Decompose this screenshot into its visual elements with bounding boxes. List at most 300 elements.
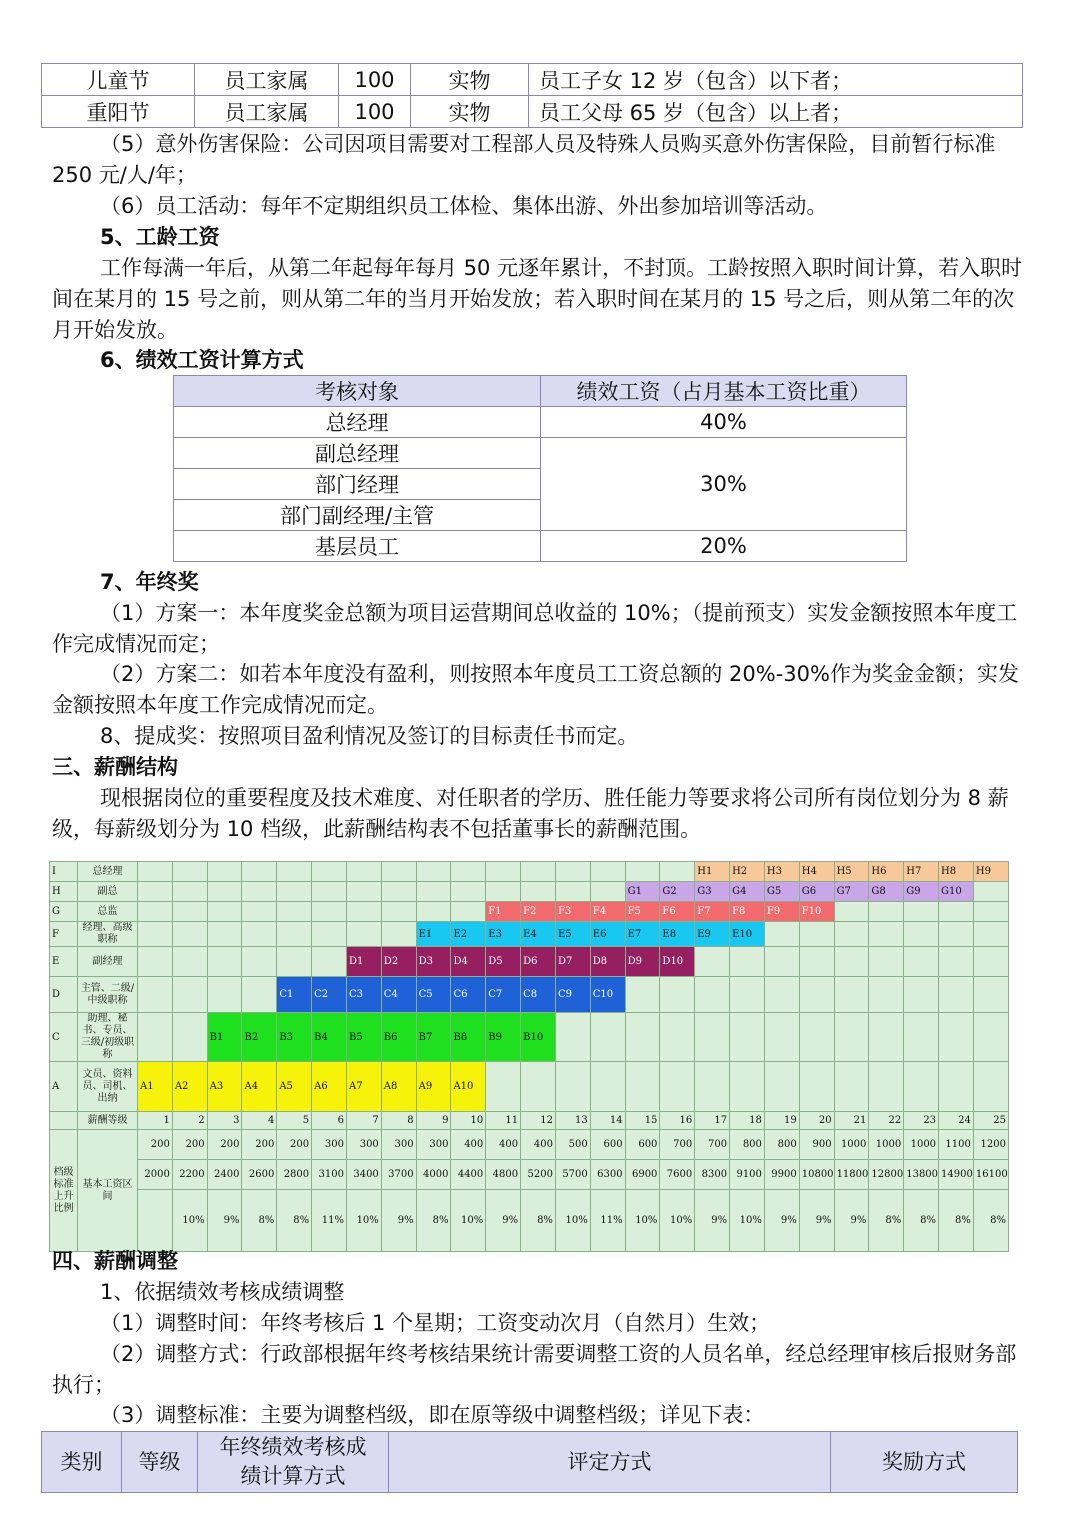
empty-cell [242,882,277,902]
empty-cell [207,882,242,902]
position-name: 副总 [78,882,138,902]
level-code-cell: E7 [625,922,660,947]
level-code-cell: F10 [799,902,834,922]
empty-cell [660,1013,695,1062]
grade-number: 13 [555,1112,590,1130]
step-value: 300 [346,1130,381,1160]
empty-cell [973,1062,1008,1112]
step-value: 400 [486,1130,521,1160]
empty-cell [381,862,416,882]
position-name: 总经理 [78,862,138,882]
empty-cell [625,1013,660,1062]
salary-structure-grid [49,861,1009,1252]
ratio-cell: 40% [541,407,907,438]
empty-cell [590,862,625,882]
column-header: 评定方式 [389,1432,831,1493]
empty-cell [625,977,660,1013]
empty-cell [346,922,381,947]
empty-cell [660,1062,695,1112]
level-code-cell: E10 [730,922,765,947]
empty-cell [834,1013,869,1062]
empty-cell [590,882,625,902]
grade-number: 1 [138,1112,173,1130]
festival-target: 员工家属 [195,96,339,128]
empty-cell [521,862,556,882]
festival-amount: 100 [339,64,411,96]
empty-cell [138,862,173,882]
level-code-cell: B7 [416,1013,451,1062]
grade-number: 24 [939,1112,974,1130]
empty-cell [451,902,486,922]
header-line: 年终绩效考核成 [219,1435,367,1459]
level-code-cell: C9 [555,977,590,1013]
grade-code: A [50,1062,78,1112]
empty-cell [416,902,451,922]
ratio-value: 10% [730,1190,765,1252]
level-code-cell: F2 [521,902,556,922]
level-code-cell: G8 [869,882,904,902]
salary-value: 3700 [381,1160,416,1190]
empty-cell [939,902,974,922]
empty-cell [555,1013,590,1062]
level-code-cell: C7 [486,977,521,1013]
salary-value: 6300 [590,1160,625,1190]
level-code-cell: F6 [660,902,695,922]
level-code-cell: F8 [730,902,765,922]
role-cell: 部门副经理/主管 [174,500,541,531]
salary-value: 10800 [799,1160,834,1190]
salary-value: 2600 [242,1160,277,1190]
level-code-cell: B10 [521,1013,556,1062]
table-header-row [174,376,907,407]
empty-cell [172,1013,207,1062]
empty-cell [207,862,242,882]
column-header: 绩效工资（占月基本工资比重） [541,376,907,407]
bonus-plan-2: （2）方案二：如若本年度没有盈利，则按照本年度员工工资总额的 20%-30%作为奖金金额；实发金额按照本年度工作完成情况而定。 [52,662,1019,717]
ratio-value: 8% [521,1190,556,1252]
level-code-cell: A6 [312,1062,347,1112]
empty-cell [834,1062,869,1112]
adjust-method: （2）调整方式：行政部根据年终考核结果统计需要调整工资的人员名单，经总经理审核后报财务部执行； [52,1342,1017,1397]
salary-value: 5200 [521,1160,556,1190]
empty-cell [973,947,1008,977]
empty-cell [242,922,277,947]
performance-pay-table [173,375,907,562]
salary-value: 16100 [973,1160,1008,1190]
section-heading-structure: 三、薪酬结构 [52,755,178,779]
empty-cell [242,977,277,1013]
column-header: 等级 [122,1432,198,1493]
empty-cell [207,977,242,1013]
section-heading-bonus: 7、年终奖 [100,570,199,594]
ratio-value: 8% [904,1190,939,1252]
empty-cell [138,1013,173,1062]
empty-cell [50,1112,78,1130]
insurance-paragraph: （5）意外伤害保险：公司因项目需要对工程部人员及特殊人员购买意外伤害保险，目前暂行标准 250 元/人/年； [52,132,996,187]
grade-label: 薪酬等级 [78,1112,138,1130]
empty-cell [172,977,207,1013]
empty-cell [834,902,869,922]
ratio-value: 10% [451,1190,486,1252]
empty-cell [590,1062,625,1112]
grade-number: 4 [242,1112,277,1130]
ratio-value: 10% [625,1190,660,1252]
base-salary-label: 基本工资区间 [78,1130,138,1252]
structure-paragraph: 现根据岗位的重要程度及技术难度、对任职者的学历、胜任能力等要求将公司所有岗位划分为 8 薪级，每薪级划分为 10 档级，此薪酬结构表不包括董事长的薪酬范围。 [52,786,1009,841]
section-heading-performance: 6、绩效工资计算方式 [100,348,304,372]
level-code-cell: C5 [416,977,451,1013]
adjust-standard: （3）调整标准：主要为调整档级，即在原等级中调整档级；详见下表： [100,1403,765,1427]
level-code-cell: G3 [695,882,730,902]
ratio-value: 9% [695,1190,730,1252]
salary-value: 2200 [172,1160,207,1190]
empty-cell [486,1062,521,1112]
empty-cell [904,1062,939,1112]
level-code-cell: E9 [695,922,730,947]
level-code-cell: E3 [486,922,521,947]
level-code-cell: D3 [416,947,451,977]
step-value: 200 [242,1130,277,1160]
level-code-cell: F7 [695,902,730,922]
level-code-cell: H3 [764,862,799,882]
grid-row [50,977,1009,1013]
level-code-cell: B6 [381,1013,416,1062]
level-code-cell: F1 [486,902,521,922]
grade-number: 5 [277,1112,312,1130]
level-code-cell: G10 [939,882,974,902]
empty-cell [730,977,765,1013]
grade-number: 10 [451,1112,486,1130]
level-code-cell: F3 [555,902,590,922]
ratio-value: 10% [172,1190,207,1252]
level-code-cell: B8 [451,1013,486,1062]
grade-number: 17 [695,1112,730,1130]
section-heading-adjustment: 四、薪酬调整 [52,1249,178,1273]
empty-cell [381,882,416,902]
step-value: 1200 [973,1130,1008,1160]
empty-cell [730,1013,765,1062]
empty-cell [172,947,207,977]
salary-value: 2400 [207,1160,242,1190]
position-name: 经理、高级职称 [78,922,138,947]
empty-cell [312,882,347,902]
festival-form: 实物 [411,64,529,96]
salary-value: 13800 [904,1160,939,1190]
salary-value: 2000 [138,1160,173,1190]
grade-number: 25 [973,1112,1008,1130]
empty-cell [416,882,451,902]
adjust-time: （1）调整时间：年终考核后 1 个星期；工资变动次月（自然月）生效； [100,1311,771,1335]
level-code-cell: D6 [521,947,556,977]
level-code-cell: F5 [625,902,660,922]
empty-cell [242,862,277,882]
empty-cell [764,1013,799,1062]
empty-cell [138,902,173,922]
salary-value: 9900 [764,1160,799,1190]
empty-cell [138,882,173,902]
grid-row [50,922,1009,947]
level-code-cell: A8 [381,1062,416,1112]
grade-number: 6 [312,1112,347,1130]
empty-cell [486,862,521,882]
empty-cell [973,922,1008,947]
empty-cell [346,862,381,882]
adjustment-table [41,1431,1018,1493]
salary-value: 11800 [834,1160,869,1190]
empty-cell [381,922,416,947]
grade-number: 18 [730,1112,765,1130]
empty-cell [555,862,590,882]
table-row [42,96,1023,128]
empty-cell [799,922,834,947]
empty-cell [346,882,381,902]
ratio-value: 9% [207,1190,242,1252]
position-name: 主管、二级/中级职称 [78,977,138,1013]
empty-cell [764,977,799,1013]
seniority-paragraph: 工作每满一年后，从第二年起每年每月 50 元逐年累计，不封顶。工龄按照入职时间计算，若入职时间在某月的 15 号之前，则从第二年的当月开始发放；若入职时间在某月的 15 号之后，则从第二年的次月开始发放。 [52,256,1023,342]
step-value: 300 [312,1130,347,1160]
empty-cell [521,1062,556,1112]
ratio-value: 8% [869,1190,904,1252]
empty-cell [172,902,207,922]
empty-cell [277,922,312,947]
level-code-cell: B5 [346,1013,381,1062]
empty-cell [904,922,939,947]
salary-value: 7600 [660,1160,695,1190]
role-cell: 总经理 [174,407,541,438]
grade-code: H [50,882,78,902]
empty-cell [138,922,173,947]
empty-cell [764,1062,799,1112]
level-code-cell: E2 [451,922,486,947]
column-header: 奖励方式 [831,1432,1018,1493]
table-row [174,407,907,438]
level-code-cell: A3 [207,1062,242,1112]
grade-number: 11 [486,1112,521,1130]
ratio-value: 8% [242,1190,277,1252]
grid-row [50,947,1009,977]
level-code-cell: E8 [660,922,695,947]
empty-cell [695,977,730,1013]
salary-value: 12800 [869,1160,904,1190]
table-header-row [42,1432,1018,1493]
step-value: 1000 [834,1130,869,1160]
empty-cell [904,902,939,922]
header-line: 绩计算方式 [240,1464,346,1488]
grade-code: D [50,977,78,1013]
level-code-cell: A1 [138,1062,173,1112]
salary-value: 4000 [416,1160,451,1190]
empty-cell [939,977,974,1013]
festival-condition: 员工子女 12 岁（包含）以下者； [529,64,1023,96]
ratio-value: 9% [834,1190,869,1252]
level-code-cell: A4 [242,1062,277,1112]
level-code-cell: A5 [277,1062,312,1112]
empty-cell [242,902,277,922]
empty-cell [277,947,312,977]
salary-value: 6900 [625,1160,660,1190]
section-heading-seniority: 5、工龄工资 [100,225,220,249]
step-value: 500 [555,1130,590,1160]
grade-number: 8 [381,1112,416,1130]
level-code-cell: E4 [521,922,556,947]
level-code-cell: A7 [346,1062,381,1112]
empty-cell [799,1062,834,1112]
level-code-cell: C3 [346,977,381,1013]
column-header [198,1432,389,1493]
role-cell: 基层员工 [174,531,541,562]
empty-cell [346,902,381,922]
festival-form: 实物 [411,96,529,128]
empty-cell [312,862,347,882]
empty-cell [904,977,939,1013]
empty-cell [834,947,869,977]
ratio-value: 9% [764,1190,799,1252]
empty-cell [904,1013,939,1062]
level-code-cell: C2 [312,977,347,1013]
ratio-value: 9% [486,1190,521,1252]
festival-target: 员工家属 [195,64,339,96]
table-row [42,64,1023,96]
festival-condition: 员工父母 65 岁（包含）以上者； [529,96,1023,128]
step-value: 700 [695,1130,730,1160]
empty-cell [172,922,207,947]
empty-cell [939,1062,974,1112]
level-code-cell: E1 [416,922,451,947]
empty-cell [869,1013,904,1062]
empty-cell [312,922,347,947]
activity-paragraph: （6）员工活动：每年不定期组织员工体检、集体出游、外出参加培训等活动。 [100,194,828,218]
level-code-cell: B4 [312,1013,347,1062]
empty-cell [799,977,834,1013]
step-value: 1100 [939,1130,974,1160]
salary-value: 4800 [486,1160,521,1190]
empty-cell [172,862,207,882]
empty-cell [799,1013,834,1062]
empty-cell [695,1062,730,1112]
level-code-cell: D9 [625,947,660,977]
grade-number: 16 [660,1112,695,1130]
level-code-cell: F4 [590,902,625,922]
empty-cell [138,977,173,1013]
level-code-cell: G9 [904,882,939,902]
salary-value: 3100 [312,1160,347,1190]
salary-value: 8300 [695,1160,730,1190]
level-code-cell: H2 [730,862,765,882]
empty-cell [555,882,590,902]
grade-code: I [50,862,78,882]
ratio-value: 10% [346,1190,381,1252]
level-code-cell: A2 [172,1062,207,1112]
ratio-value: 8% [416,1190,451,1252]
level-code-cell: E5 [555,922,590,947]
empty-cell [764,947,799,977]
level-code-cell: A10 [451,1062,486,1112]
grade-number: 19 [764,1112,799,1130]
side-label: 档级标准上升比例 [50,1130,78,1252]
step-value: 200 [277,1130,312,1160]
level-code-cell: D2 [381,947,416,977]
step-value: 300 [381,1130,416,1160]
empty-cell [973,977,1008,1013]
step-value: 700 [660,1130,695,1160]
empty-cell [207,947,242,977]
step-value: 200 [138,1130,173,1160]
adjust-basis: 1、依据绩效考核成绩调整 [100,1280,345,1304]
ratio-value: 11% [590,1190,625,1252]
level-code-cell: B2 [242,1013,277,1062]
salary-value: 4400 [451,1160,486,1190]
empty-cell [730,947,765,977]
empty-cell [834,922,869,947]
empty-cell [939,922,974,947]
empty-cell [277,882,312,902]
empty-cell [451,882,486,902]
level-code-cell: H6 [869,862,904,882]
grade-number-row [50,1112,1009,1130]
level-code-cell: D7 [555,947,590,977]
empty-cell [869,1062,904,1112]
level-code-cell: D5 [486,947,521,977]
empty-cell [764,922,799,947]
role-cell: 副总经理 [174,438,541,469]
empty-cell [312,947,347,977]
ratio-value: 8% [277,1190,312,1252]
empty-cell [660,977,695,1013]
empty-cell [555,1062,590,1112]
column-header: 考核对象 [174,376,541,407]
festival-amount: 100 [339,96,411,128]
level-code-cell: C10 [590,977,625,1013]
salary-row [50,1160,1009,1190]
grade-number: 15 [625,1112,660,1130]
festival-name: 儿童节 [42,64,195,96]
level-code-cell: B1 [207,1013,242,1062]
empty-cell [486,882,521,902]
empty-cell [695,1013,730,1062]
position-name: 总监 [78,902,138,922]
level-code-cell: H7 [904,862,939,882]
grade-number: 23 [904,1112,939,1130]
level-code-cell: B9 [486,1013,521,1062]
empty-cell [138,947,173,977]
grade-number: 21 [834,1112,869,1130]
position-name: 副经理 [78,947,138,977]
empty-cell [312,902,347,922]
empty-cell [277,902,312,922]
level-code-cell: D8 [590,947,625,977]
grade-code: F [50,922,78,947]
step-value: 600 [625,1130,660,1160]
salary-value: 9100 [730,1160,765,1190]
empty-cell [695,947,730,977]
grade-code: C [50,1013,78,1062]
level-code-cell: E6 [590,922,625,947]
level-code-cell: D10 [660,947,695,977]
festival-name: 重阳节 [42,96,195,128]
empty-cell [242,947,277,977]
empty-cell [973,882,1008,902]
empty-cell [625,1062,660,1112]
grid-row [50,1062,1009,1112]
step-value: 1000 [869,1130,904,1160]
salary-value: 5700 [555,1160,590,1190]
empty-cell [869,977,904,1013]
empty-cell [869,947,904,977]
step-value: 600 [590,1130,625,1160]
empty-cell [381,902,416,922]
commission-paragraph: 8、提成奖：按照项目盈利情况及签订的目标责任书而定。 [100,724,639,748]
